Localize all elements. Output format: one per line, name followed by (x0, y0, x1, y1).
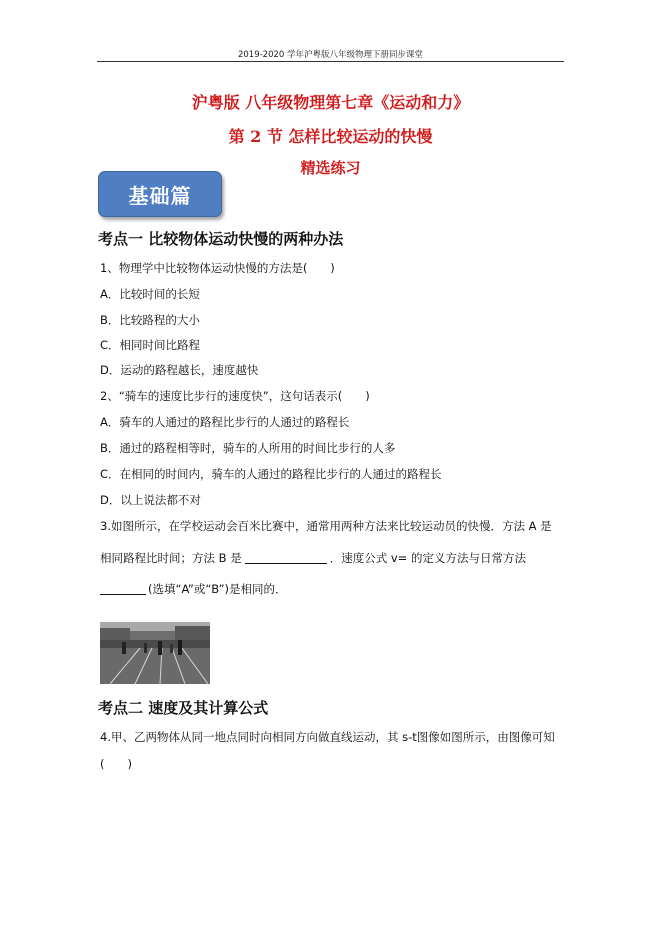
question-3-line-3 (100, 581, 287, 597)
page-header: 2019-2020 学年沪粤版八年级物理下册同步课堂 (237, 50, 424, 60)
header-rule (97, 61, 564, 62)
question-3-line-1: 3.如图所示，在学校运动会百米比赛中，通常用两种方法来比较运动员的快慢．方法 A 是 (100, 519, 552, 533)
question-3-line-2-end: ．速度公式 v= 的定义方法与日常方法 (329, 551, 526, 565)
question-1-option-d: D．运动的路程越长，速度越快 (100, 363, 259, 377)
question-1-option-a: A．比较时间的长短 (100, 287, 200, 301)
badge-label: 基础篇 (128, 183, 192, 208)
answer-blank-method-b[interactable] (245, 551, 327, 564)
question-3-line-3-end: (选填“A”或“B”)是相同的． (148, 582, 287, 596)
question-1-stem: 1、物理学中比较物体运动快慢的方法是( ) (100, 261, 335, 275)
section-title: 第 2 节 怎样比较运动的快慢 (228, 127, 433, 146)
section-heading-1: 考点一 比较物体运动快慢的两种办法 (98, 230, 344, 248)
answer-blank-method-choice[interactable] (100, 582, 146, 595)
question-1-option-b: B．比较路程的大小 (100, 313, 200, 327)
question-1-option-c: C．相同时间比路程 (100, 338, 201, 352)
question-2-stem: 2、“骑车的速度比步行的速度快”，这句话表示( ) (100, 389, 370, 403)
question-4-line-1: 4.甲、乙两物体从同一地点同时向相同方向做直线运动，其 s-t图像如图所示，由图像可知 (100, 730, 555, 744)
question-2-option-b: B．通过的路程相等时，骑车的人所用的时间比步行的人多 (100, 441, 396, 455)
question-2-option-d: D．以上说法都不对 (100, 493, 201, 507)
question-2-option-c: C．在相同的时间内，骑车的人通过的路程比步行的人通过的路程长 (100, 467, 442, 481)
basic-level-badge (98, 171, 222, 217)
section-heading-2: 考点二 速度及其计算公式 (98, 699, 269, 717)
chapter-title: 沪粤版 八年级物理第七章《运动和力》 (191, 93, 470, 112)
question-3-line-2-start: 相同路程比时间；方法 B 是 (100, 551, 242, 565)
race-photo (100, 622, 210, 684)
exercise-title: 精选练习 (300, 159, 361, 177)
question-3-line-2 (100, 550, 526, 566)
question-2-option-a: A．骑车的人通过的路程比步行的人通过的路程长 (100, 415, 350, 429)
race-photo-graphic (100, 622, 210, 684)
question-4-line-2: ( ) (100, 757, 132, 771)
